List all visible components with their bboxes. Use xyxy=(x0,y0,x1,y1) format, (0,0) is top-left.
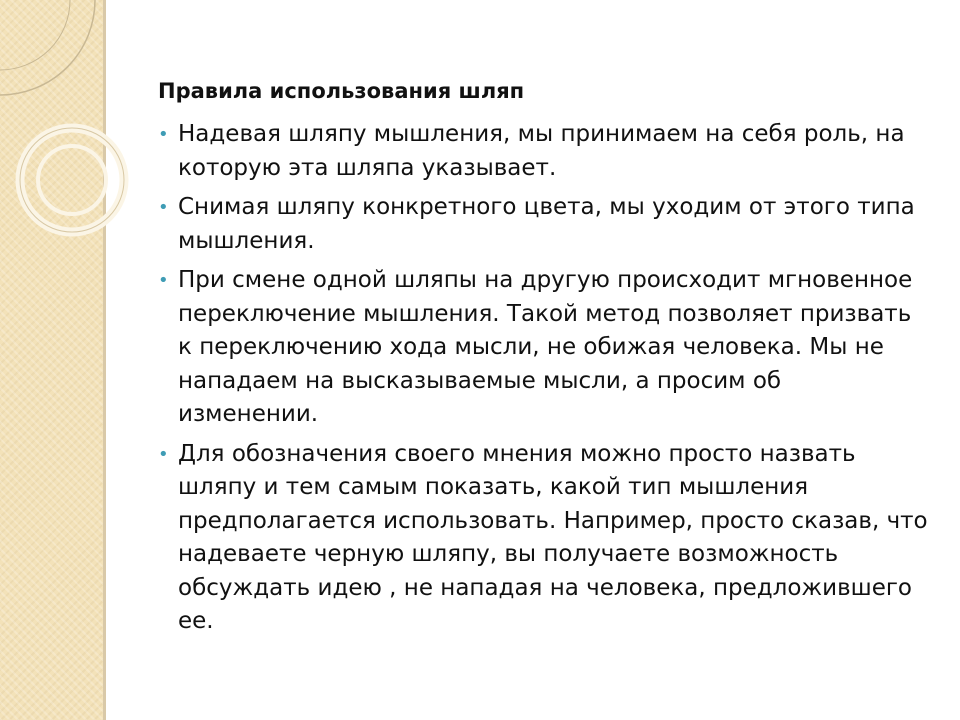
bullet-text: Снимая шляпу конкретного цвета, мы уходим от этого типа мышления. xyxy=(178,194,915,254)
bullet-list xyxy=(158,118,928,639)
slide-content xyxy=(158,74,928,645)
bullet-item xyxy=(158,118,928,185)
bullet-text: Для обозначения своего мнения можно просто назвать шляпу и тем самым показать, какой тип мышления предполагается использовать. Например, просто сказав, что надеваете черную шляпу, вы получаете возможность обсуждать идею , не нападая на человека, предложившего ее. xyxy=(178,440,928,634)
bullet-icon: • xyxy=(158,270,169,291)
bullet-text: Надевая шляпу мышления, мы принимаем на себя роль, на которую эта шляпа указывает. xyxy=(178,121,905,181)
decorative-rings-graphic xyxy=(0,0,140,260)
slide-title: Правила использования шляп xyxy=(158,79,525,103)
bullet-icon: • xyxy=(158,443,169,465)
bullet-icon: • xyxy=(158,124,169,145)
bullet-text: При смене одной шляпы на другую происходит мгновенное переключение мышления. Такой метод позволяет призвать к переключению хода мысли, не обижая человека. Мы не нападаем на высказываемые мысли, а просим об изменении. xyxy=(178,267,913,427)
bullet-icon: • xyxy=(158,197,169,218)
bullet-item xyxy=(158,191,928,258)
bullet-item xyxy=(158,264,928,432)
bullet-item xyxy=(158,438,928,639)
